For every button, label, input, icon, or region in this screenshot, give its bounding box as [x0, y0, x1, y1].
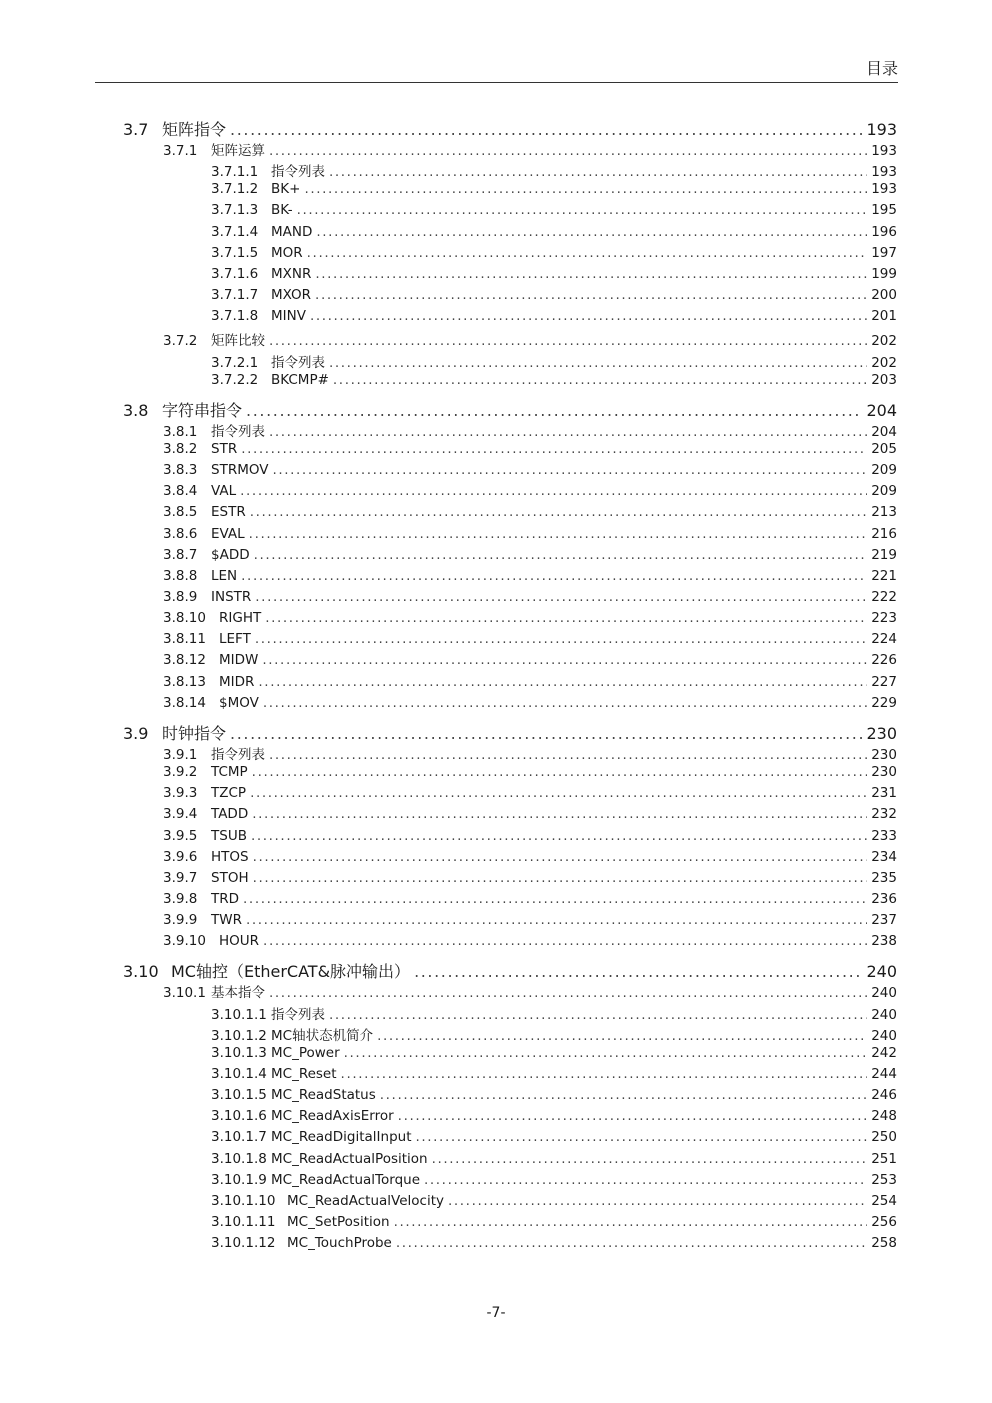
toc-entry-number: 3.10.1.2: [211, 1027, 267, 1044]
toc-entry-title: MC_TouchProbe: [287, 1235, 392, 1252]
toc-entry[interactable]: [163, 568, 897, 589]
toc-entry-page: 226: [871, 652, 897, 669]
toc-entry-title: HOUR: [219, 933, 260, 950]
toc-entry[interactable]: [211, 1172, 897, 1193]
toc-leader-dots: [398, 1108, 868, 1124]
toc-entry-title: MC_ReadAxisError: [271, 1108, 394, 1125]
toc-entry[interactable]: [163, 806, 897, 827]
toc-entry-title: TCMP: [211, 764, 248, 781]
toc-entry-title: 指令列表: [271, 1006, 325, 1023]
toc-entry-title: 矩阵运算: [211, 143, 265, 159]
toc-entry-number: 3.8.8: [163, 567, 198, 584]
toc-entry-title: TSUB: [211, 827, 247, 844]
toc-entry-number: 3.9.1: [163, 746, 198, 763]
toc-leader-dots: [415, 1129, 867, 1145]
toc-entry-title: MC_Power: [271, 1044, 340, 1061]
toc-entry-title: TRD: [211, 890, 240, 907]
toc-entry-page: 222: [871, 589, 897, 605]
toc-entry-number: 3.8.4: [163, 483, 198, 500]
toc-entry[interactable]: [163, 462, 897, 483]
toc-entry-page: 193: [871, 143, 897, 159]
toc-entry-page: 250: [871, 1129, 897, 1146]
toc-leader-dots: [315, 266, 867, 282]
toc-entry-number: 3.8.13: [163, 673, 206, 690]
toc-entry-number: 3.9.4: [163, 806, 198, 823]
toc-leader-dots: [250, 504, 867, 520]
toc-leader-dots: [269, 985, 867, 1001]
toc-entry-title: HTOS: [211, 848, 249, 865]
toc-entry[interactable]: [163, 674, 897, 695]
toc-entry-page: 202: [871, 333, 897, 350]
toc-leader-dots: [230, 724, 862, 743]
toc-entry[interactable]: [211, 224, 897, 245]
toc-entry-page: 242: [871, 1044, 897, 1061]
toc-leader-dots: [269, 333, 867, 349]
toc-entry-page: 202: [871, 354, 897, 371]
toc-entry-title: 指令列表: [271, 164, 325, 181]
toc-entry-title: MC轴状态机简介: [271, 1027, 374, 1044]
toc-entry-title: BK-: [271, 202, 293, 219]
toc-leader-dots: [315, 287, 867, 303]
toc-entry-number: 3.7.1.2: [211, 181, 259, 198]
toc-entry-page: 199: [871, 265, 897, 282]
toc-entry[interactable]: [211, 308, 897, 329]
toc-leader-dots: [253, 870, 868, 886]
toc-entry-title: 矩阵指令: [162, 120, 227, 139]
toc-entry[interactable]: [163, 547, 897, 568]
toc-entry-number: 3.9.6: [163, 848, 198, 865]
toc-entry[interactable]: [163, 139, 897, 160]
toc-leader-dots: [252, 764, 868, 780]
toc-entry[interactable]: [163, 891, 897, 912]
toc-entry-page: 230: [871, 764, 897, 781]
toc-entry-number: 3.9.5: [163, 827, 198, 844]
toc-entry[interactable]: [163, 420, 897, 441]
toc-entry[interactable]: [211, 1066, 897, 1087]
toc-entry-number: 3.10.1.6: [211, 1108, 267, 1125]
toc-leader-dots: [255, 589, 867, 605]
toc-entry-number: 3.9.7: [163, 869, 198, 886]
toc-entry-title: STRMOV: [211, 462, 269, 479]
toc-entry-page: 197: [871, 244, 897, 261]
toc-leader-dots: [241, 441, 867, 457]
toc-entry-title: STR: [211, 440, 238, 457]
toc-entry[interactable]: [211, 1129, 897, 1150]
toc-entry-number: 3.7: [123, 120, 149, 139]
toc-entry-title: MXNR: [271, 265, 312, 282]
toc-leader-dots: [243, 891, 867, 907]
toc-entry-page: 240: [866, 962, 897, 982]
toc-entry-title: EVAL: [211, 525, 245, 542]
toc-entry-title: MC_Reset: [271, 1066, 337, 1082]
toc-entry[interactable]: [211, 1003, 897, 1024]
toc-entry-title: BKCMP#: [271, 371, 329, 388]
toc-entry-number: 3.7.1.3: [211, 202, 259, 219]
toc-leader-dots: [269, 424, 867, 440]
toc-entry-page: 213: [871, 504, 897, 521]
toc-entry[interactable]: [163, 483, 897, 504]
toc-entry-number: 3.10.1.8: [211, 1150, 267, 1167]
toc-entry-title: MC_ReadDigitalInput: [271, 1129, 412, 1146]
toc-entry-number: 3.7.1.1: [211, 164, 259, 181]
toc-leader-dots: [263, 695, 867, 711]
toc-entry-number: 3.10.1.5: [211, 1087, 267, 1104]
toc-entry-number: 3.7.1.5: [211, 244, 259, 261]
toc-entry-page: 193: [871, 164, 897, 181]
toc-entry-title: VAL: [211, 483, 237, 500]
toc-entry-page: 246: [871, 1087, 897, 1104]
toc-leader-dots: [448, 1193, 867, 1209]
toc-entry[interactable]: [163, 870, 897, 891]
toc-entry-number: 3.8.7: [163, 546, 198, 563]
toc-leader-dots: [310, 308, 867, 324]
toc-entry-page: 238: [871, 933, 897, 950]
toc-entry-number: 3.7.1: [163, 143, 198, 159]
toc-entry-title: LEN: [211, 567, 238, 584]
toc-entry-number: 3.7.1.7: [211, 287, 259, 304]
toc-leader-dots: [254, 547, 868, 563]
toc-leader-dots: [269, 747, 867, 763]
toc-entry-page: 204: [871, 423, 897, 440]
toc-entry-number: 3.8.1: [163, 423, 198, 440]
toc-entry-page: 216: [871, 525, 897, 542]
toc-entry[interactable]: [163, 743, 897, 764]
toc-entry-page: 209: [871, 462, 897, 479]
toc-leader-dots: [304, 181, 867, 197]
toc-leader-dots: [333, 372, 867, 388]
toc-entry-title: MC_ReadStatus: [271, 1087, 376, 1104]
toc-leader-dots: [394, 1214, 868, 1230]
toc-entry[interactable]: [211, 202, 897, 223]
toc-leader-dots: [307, 245, 868, 261]
toc-entry[interactable]: [211, 1193, 897, 1214]
toc-entry[interactable]: [163, 849, 897, 870]
toc-entry[interactable]: [211, 1045, 897, 1066]
toc-entry-title: MC_ReadActualVelocity: [287, 1192, 444, 1209]
toc-entry[interactable]: [163, 764, 897, 785]
toc-entry-title: $MOV: [219, 694, 259, 711]
toc-entry[interactable]: [211, 1151, 897, 1172]
toc-leader-dots: [316, 224, 867, 240]
toc-leader-dots: [377, 1028, 867, 1044]
toc-entry-title: STOH: [211, 869, 249, 886]
toc-leader-dots: [249, 526, 868, 542]
toc-entry-number: 3.8.9: [163, 589, 198, 605]
toc-leader-dots: [414, 962, 862, 981]
toc-entry-title: MC轴控（EtherCAT&脉冲输出）: [171, 962, 411, 982]
toc-leader-dots: [297, 202, 868, 218]
toc-entry-title: MC_ReadActualTorque: [271, 1171, 420, 1188]
toc-leader-dots: [329, 1007, 867, 1023]
toc-entry[interactable]: [163, 912, 897, 933]
toc-entry-title: MIDW: [219, 652, 259, 669]
toc-entry-title: MAND: [271, 223, 313, 240]
toc-entry-page: 201: [871, 308, 897, 325]
toc-entry[interactable]: [163, 652, 897, 673]
toc-entry[interactable]: [163, 441, 897, 462]
toc-entry-title: BK+: [271, 181, 301, 198]
toc-entry-title: MC_SetPosition: [287, 1214, 390, 1231]
toc-leader-dots: [344, 1045, 868, 1061]
toc-entry-page: 240: [871, 1006, 897, 1023]
toc-entry-page: 237: [871, 912, 897, 929]
toc-leader-dots: [230, 120, 862, 139]
toc-entry-number: 3.9.2: [163, 764, 198, 781]
toc-entry-page: 203: [871, 371, 897, 388]
toc-entry-number: 3.7.1.4: [211, 223, 259, 240]
toc-leader-dots: [329, 164, 867, 180]
toc-entry-number: 3.8: [123, 400, 149, 420]
toc-entry-number: 3.7.2: [163, 333, 198, 350]
toc-leader-dots: [246, 912, 867, 928]
toc-entry[interactable]: [211, 1214, 897, 1235]
toc-entry[interactable]: [163, 933, 897, 954]
toc-leader-dots: [241, 568, 867, 584]
toc-entry-page: 254: [871, 1192, 897, 1209]
toc-entry-title: $ADD: [211, 546, 250, 563]
page-number: -7-: [486, 1305, 506, 1321]
toc-entry-page: 240: [871, 1027, 897, 1044]
toc-entry[interactable]: [211, 287, 897, 308]
toc-leader-dots: [251, 828, 867, 844]
toc-entry[interactable]: [211, 245, 897, 266]
toc-entry-number: 3.10.1.3: [211, 1044, 267, 1061]
toc-entry[interactable]: [163, 329, 897, 350]
toc-leader-dots: [252, 806, 867, 822]
toc-entry-title: 字符串指令: [162, 400, 243, 420]
toc-leader-dots: [240, 483, 867, 499]
toc-leader-dots: [272, 462, 867, 478]
toc-entry[interactable]: [211, 372, 897, 393]
toc-entry-title: MOR: [271, 244, 303, 261]
toc-entry-number: 3.8.5: [163, 504, 198, 521]
toc-entry-number: 3.8.11: [163, 631, 206, 648]
toc-entry[interactable]: [163, 504, 897, 525]
header-title: 目录: [865, 59, 898, 78]
toc-entry-page: 232: [871, 806, 897, 823]
toc-entry-title: TWR: [211, 912, 242, 929]
toc-entry-number: 3.9: [123, 723, 149, 743]
toc-entry[interactable]: [163, 981, 897, 1002]
toc-entry[interactable]: [211, 181, 897, 202]
toc-entry-number: 3.9.10: [163, 933, 206, 950]
toc-entry-page: 244: [871, 1066, 897, 1082]
toc-entry-page: 236: [871, 890, 897, 907]
toc-entry-number: 3.10.1.4: [211, 1066, 267, 1082]
toc-leader-dots: [269, 143, 867, 159]
toc-entry-title: 时钟指令: [162, 723, 227, 743]
toc-entry-number: 3.7.2.2: [211, 371, 259, 388]
toc-leader-dots: [246, 401, 862, 420]
toc-entry-page: 193: [866, 120, 897, 139]
toc-leader-dots: [255, 631, 867, 647]
toc-entry-number: 3.10.1.12: [211, 1235, 276, 1252]
toc-entry-number: 3.8.14: [163, 694, 206, 711]
toc-entry-title: ESTR: [211, 504, 246, 521]
toc-entry-page: 256: [871, 1214, 897, 1231]
toc-entry-title: 指令列表: [211, 746, 265, 763]
toc-entry-number: 3.8.2: [163, 440, 198, 457]
toc-entry-page: 248: [871, 1108, 897, 1125]
toc-entry-page: 219: [871, 546, 897, 563]
toc-entry[interactable]: [163, 589, 897, 610]
toc-entry-title: TZCP: [211, 785, 247, 802]
toc-entry-page: 231: [871, 785, 897, 802]
toc-entry-number: 3.10.1: [163, 985, 206, 1002]
toc-entry[interactable]: [163, 828, 897, 849]
toc-leader-dots: [424, 1172, 867, 1188]
toc-entry-title: TADD: [211, 806, 249, 823]
toc-entry-page: 221: [871, 567, 897, 584]
toc-leader-dots: [329, 355, 867, 371]
toc-entry-page: 251: [871, 1150, 897, 1167]
toc-entry-title: MIDR: [219, 673, 255, 690]
toc-entry[interactable]: [163, 631, 897, 652]
toc-leader-dots: [341, 1066, 868, 1082]
toc-entry-page: 205: [871, 440, 897, 457]
toc-entry-page: 235: [871, 869, 897, 886]
toc-entry-page: 196: [871, 223, 897, 240]
toc-entry-number: 3.10: [123, 962, 159, 982]
toc-entry-number: 3.10.1.9: [211, 1171, 267, 1188]
toc-entry-number: 3.10.1.1: [211, 1006, 267, 1023]
toc-entry-page: 230: [866, 723, 897, 743]
toc-entry-number: 3.7.1.8: [211, 308, 259, 325]
toc-entry-page: 224: [871, 631, 897, 648]
toc-entry-title: MINV: [271, 308, 306, 325]
toc-leader-dots: [265, 610, 867, 626]
toc-entry-title: 指令列表: [211, 423, 265, 440]
toc-leader-dots: [380, 1087, 867, 1103]
toc-entry-number: 3.10.1.11: [211, 1214, 276, 1231]
toc-entry-title: INSTR: [211, 589, 252, 605]
toc-entry[interactable]: [211, 1235, 897, 1256]
toc-leader-dots: [250, 785, 867, 801]
toc-entry-number: 3.9.9: [163, 912, 198, 929]
toc-entry-number: 3.8.10: [163, 610, 206, 627]
toc-entry-number: 3.9.3: [163, 785, 198, 802]
toc-entry-page: 200: [871, 287, 897, 304]
toc-leader-dots: [263, 933, 867, 949]
toc-entry-title: RIGHT: [219, 610, 262, 627]
toc-entry[interactable]: [163, 526, 897, 547]
toc-leader-dots: [396, 1235, 867, 1251]
toc-entry[interactable]: [163, 785, 897, 806]
toc-entry[interactable]: [211, 351, 897, 372]
toc-entry-page: 193: [871, 181, 897, 198]
toc-entry-title: 矩阵比较: [211, 333, 265, 350]
toc-entry-number: 3.7.2.1: [211, 354, 259, 371]
toc-entry-page: 195: [871, 202, 897, 219]
toc-entry-number: 3.7.1.6: [211, 265, 259, 282]
toc-entry-title: LEFT: [219, 631, 251, 648]
toc-entry[interactable]: [163, 695, 897, 716]
toc-entry[interactable]: [211, 1108, 897, 1129]
toc-leader-dots: [262, 652, 867, 668]
toc-leader-dots: [258, 674, 867, 690]
toc-entry-page: 229: [871, 694, 897, 711]
toc-entry-number: 3.9.8: [163, 890, 198, 907]
toc-entry[interactable]: [211, 160, 897, 181]
toc-entry-page: 209: [871, 483, 897, 500]
toc-entry-number: 3.10.1.10: [211, 1192, 276, 1209]
toc-entry-page: 233: [871, 827, 897, 844]
toc-entry-page: 230: [871, 746, 897, 763]
toc-entry-title: 基本指令: [211, 985, 265, 1002]
toc-entry-title: MC_ReadActualPosition: [271, 1150, 428, 1167]
toc-entry-number: 3.8.3: [163, 462, 198, 479]
toc-entry-page: 240: [871, 985, 897, 1002]
toc-leader-dots: [432, 1151, 868, 1167]
toc-entry-page: 223: [871, 610, 897, 627]
page-header: [95, 58, 898, 83]
toc-entry-page: 258: [871, 1235, 897, 1252]
toc-entry-page: 204: [866, 400, 897, 420]
toc-entry[interactable]: [211, 1024, 897, 1045]
toc-entry-page: 253: [871, 1171, 897, 1188]
toc-entry-page: 234: [871, 848, 897, 865]
toc-entry-number: 3.8.12: [163, 652, 206, 669]
toc-entry-number: 3.8.6: [163, 525, 198, 542]
toc-entry-number: 3.10.1.7: [211, 1129, 267, 1146]
toc-entry[interactable]: [211, 1087, 897, 1108]
toc-entry-title: 指令列表: [271, 354, 325, 371]
toc-entry[interactable]: [163, 610, 897, 631]
toc-leader-dots: [253, 849, 868, 865]
toc-entry-title: MXOR: [271, 287, 312, 304]
toc-entry[interactable]: [211, 266, 897, 287]
toc-entry-page: 227: [871, 673, 897, 690]
